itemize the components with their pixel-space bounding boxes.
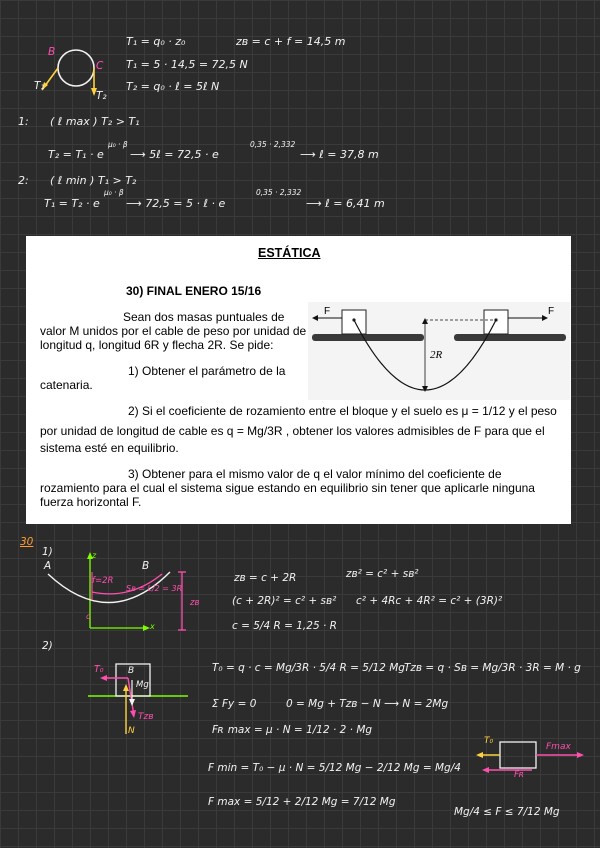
q1-line-2: catenaria. xyxy=(40,378,93,392)
q2-line-3: sistema esté en equilibrio. xyxy=(40,441,179,455)
sketch1-x-axis: x xyxy=(150,622,155,631)
sheet-title: ESTÁTICA xyxy=(258,246,321,260)
q2-line-1: 2) Si el coeficiente de rozamiento entre el bloque y el suelo es μ = 1/12 y el peso xyxy=(128,404,557,418)
eq-t1: T₁ = q₀ · z₀ xyxy=(126,35,186,48)
case1-exponent: μ₀ · β xyxy=(108,140,128,149)
solution-part2: 2) xyxy=(42,640,53,652)
fbd-t0: T₀ xyxy=(94,664,104,675)
eq-f-max: F max = 5/12 + 2/12 Mg = 7/12 Mg xyxy=(208,796,396,808)
pulley-label-c: C xyxy=(96,60,104,72)
pulley-label-t1: T₁ xyxy=(34,80,45,92)
eq-fr-max: Fʀ max = μ · N = 1/12 · 2 · Mg xyxy=(212,724,373,736)
fig-sag-label: 2R xyxy=(430,349,443,361)
case1-number: 1: xyxy=(18,115,29,128)
eq-zb: zʙ = c + f = 14,5 m xyxy=(236,35,346,48)
case2-number: 2: xyxy=(18,174,29,187)
eq-sum-forces: Σ Fy = 0 xyxy=(212,698,257,710)
q3-line-2: rozamiento para el cual el sistema sigue estando en equilibrio sin tener que aplicarle ninguna xyxy=(40,481,535,495)
eq-c-result: c = 5/4 R = 1,25 · R xyxy=(232,620,337,632)
intro-line-1: Sean dos masas puntuales de xyxy=(123,310,285,324)
q2-line-2: por unidad de longitud de cable es q = Mg/3R , obtener los valores admisibles de F para que el xyxy=(40,424,545,438)
eq-f-range: Mg/4 ≤ F ≤ 7/12 Mg xyxy=(454,806,560,818)
intro-line-2: valor M unidos por el cable de peso por unidad de xyxy=(40,324,307,338)
fig-force-right: F xyxy=(548,306,555,317)
catenary-sketch xyxy=(40,552,210,632)
forces-friction: Fʀ xyxy=(514,770,525,780)
case2-middle: ⟶ 72,5 = 5 · ℓ · e xyxy=(126,197,226,210)
intro-line-3: longitud q, longitud 6R y flecha 2R. Se pide: xyxy=(40,338,274,352)
pulley-label-t2: T₂ xyxy=(96,90,107,102)
case2-equation: T₁ = T₂ · e xyxy=(44,197,100,210)
eq-zb-squared: zʙ² = c² + sʙ² xyxy=(346,568,419,580)
sketch1-sag: f=2R xyxy=(92,576,114,586)
case2-exponent2: 0,35 · 2,332 xyxy=(256,188,302,197)
eq-expanded: c² + 4Rc + 4R² = c² + (3R)² xyxy=(356,595,503,607)
fig-force-left: F xyxy=(324,306,331,317)
fbd-point-b: B xyxy=(128,666,135,676)
case2-result: ⟶ ℓ = 6,41 m xyxy=(306,197,385,210)
eq-t0: T₀ = q · c = Mg/3R · 5/4 R = 5/12 Mg xyxy=(212,662,405,674)
block-fbd xyxy=(88,656,198,738)
sketch1-point-a: A xyxy=(44,560,52,572)
case1-equation: T₂ = T₁ · e xyxy=(48,148,104,161)
q3-line-1: 3) Obtener para el mismo valor de q el valor mínimo del coeficiente de xyxy=(128,467,502,481)
fbd-weight: Mg xyxy=(136,680,149,690)
sheet-subtitle: 30) FINAL ENERO 15/16 xyxy=(126,284,262,298)
sketch1-arc-length: Sʙ = L/2 = 3R xyxy=(126,584,183,593)
forces-fmax: Fmax xyxy=(546,742,571,752)
eq-t2-value: T₂ = q₀ · ℓ = 5ℓ N xyxy=(126,80,220,93)
fbd-normal: N xyxy=(128,726,135,736)
solution-part1: 1) xyxy=(42,546,53,558)
case1-exponent2: 0,35 · 2,332 xyxy=(250,140,296,149)
sketch1-zb: zʙ xyxy=(190,598,200,608)
fbd-tzb: Tᴢʙ xyxy=(138,712,154,722)
q3-line-3: fuerza horizontal F. xyxy=(40,495,142,509)
eq-t1-value: T₁ = 5 · 14,5 = 72,5 N xyxy=(126,58,248,71)
forces-t0: T₀ xyxy=(484,736,494,746)
case1-condition: ( ℓ max ) T₂ > T₁ xyxy=(50,115,140,128)
solution-number: 30 xyxy=(20,536,34,548)
sketch1-z-axis: z xyxy=(92,551,97,560)
sketch1-c: c xyxy=(86,612,91,621)
pulley-label-b: B xyxy=(48,46,56,58)
case2-condition: ( ℓ min ) T₁ > T₂ xyxy=(50,174,137,187)
eq-f-min: F min = T₀ − μ · N = 5/12 Mg − 2/12 Mg = Mg/4 xyxy=(208,762,461,774)
pulley-circle xyxy=(58,50,94,86)
case1-middle: ⟶ 5ℓ = 72,5 · e xyxy=(130,148,219,161)
case2-exponent: μ₀ · β xyxy=(104,188,124,197)
sketch1-point-b: B xyxy=(142,560,150,572)
case1-result: ⟶ ℓ = 37,8 m xyxy=(300,148,379,161)
eq-zb-sum: zʙ = c + 2R xyxy=(234,572,297,584)
pulley-diagram xyxy=(30,38,140,108)
problem-sheet xyxy=(26,236,571,524)
eq-normal: 0 = Mg + Tᴢʙ − N ⟶ N = 2Mg xyxy=(286,698,449,710)
eq-tzb: Tᴢʙ = q · Sʙ = Mg/3R · 3R = M · g xyxy=(404,662,581,674)
eq-squared: (c + 2R)² = c² + sʙ² xyxy=(232,595,337,607)
q1-line-1: 1) Obtener el parámetro de la xyxy=(128,364,286,378)
